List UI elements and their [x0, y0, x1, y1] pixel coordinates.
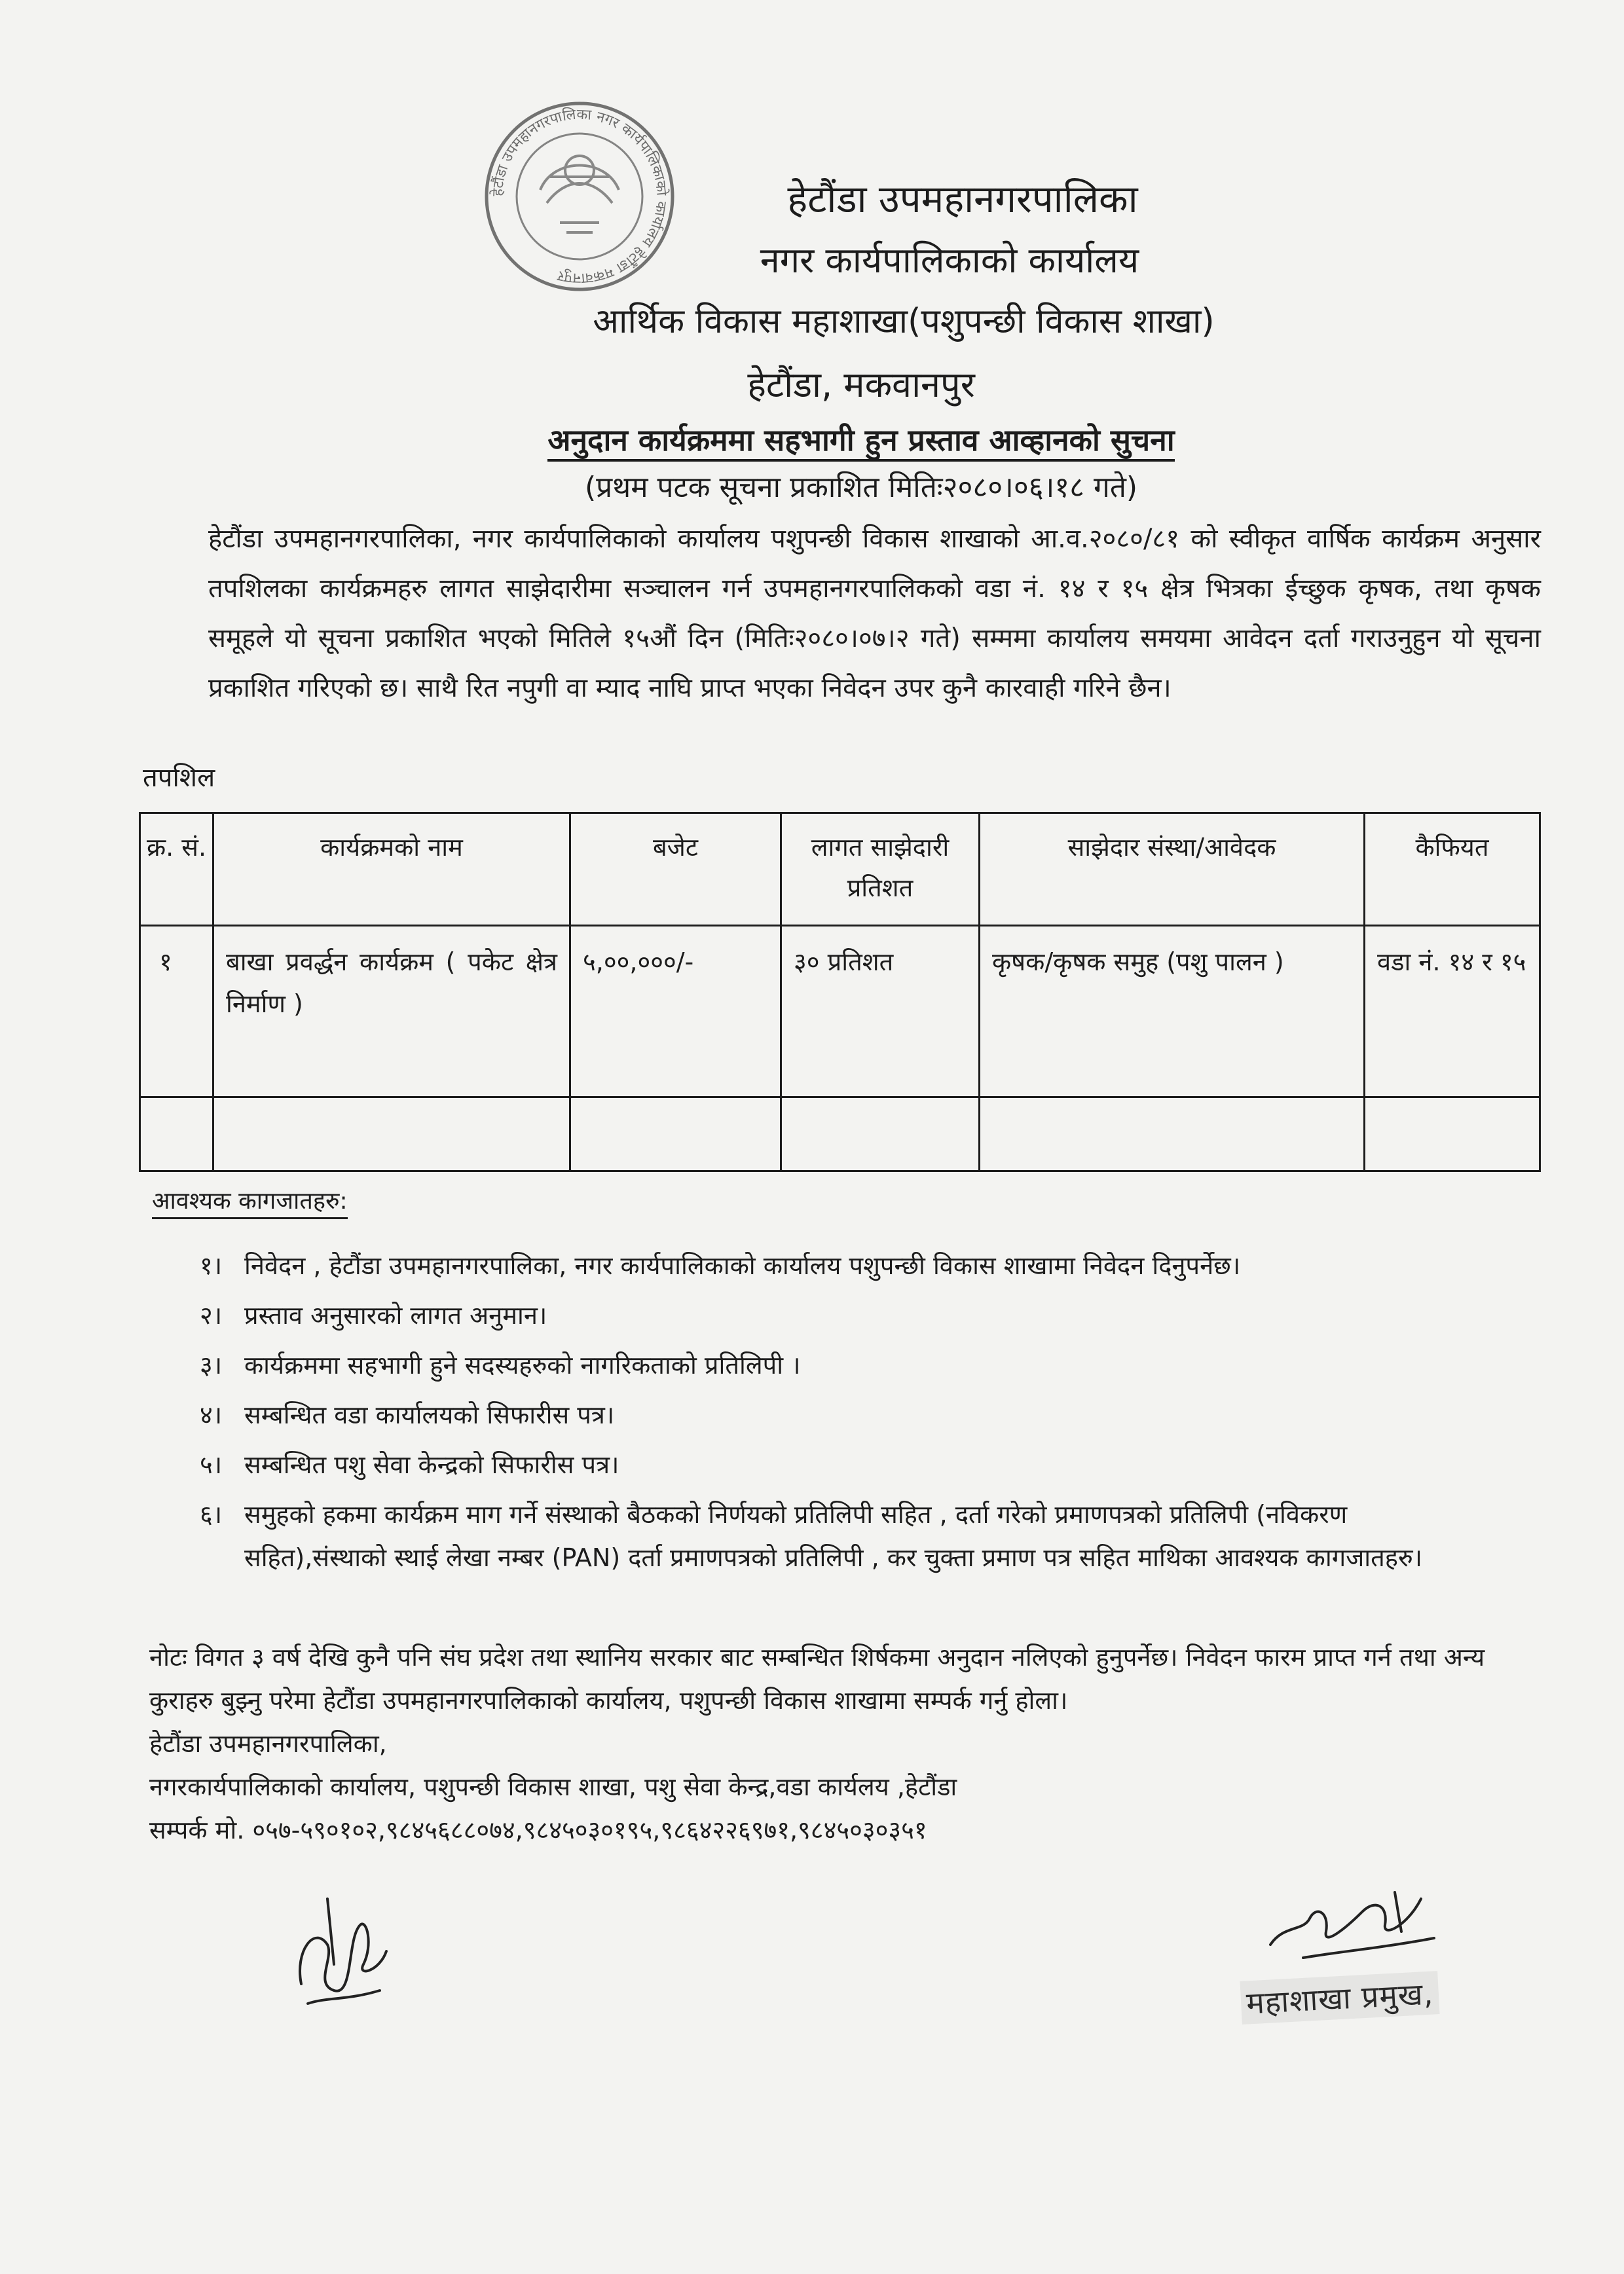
cell-remarks: वडा नं. १४ र १५ [1365, 926, 1540, 1097]
contact-numbers: सम्पर्क मो. ०५७-५९०१०२,९८४५६८८०७४,९८४५०३०१९५,९८६४२२६९७१,९८४५०३०३५१ [149, 1816, 927, 1844]
list-item-number: ४। [200, 1401, 223, 1429]
schedule-label: तपशिल [143, 763, 215, 793]
table-row [140, 926, 1540, 1097]
col-header-sn: क्र. सं. [140, 813, 213, 926]
col-header-remarks: कैफियत [1365, 813, 1540, 926]
division-chief-stamp: महाशाखा प्रमुख, [1240, 1971, 1439, 2025]
note-section [149, 1636, 1531, 1852]
list-item [200, 1294, 1483, 1337]
list-item-number: १। [200, 1251, 223, 1280]
location: हेटौंडा, मकवानपुर [747, 364, 975, 405]
list-item-number: २। [200, 1301, 223, 1330]
cell-program: बाखा प्रवर्द्धन कार्यक्रम ( पकेट क्षेत्र निर्माण ) [213, 926, 570, 1097]
col-header-partner: साझेदार संस्था/आवेदक [980, 813, 1365, 926]
col-header-budget: बजेट [570, 813, 781, 926]
notice-title [0, 419, 1624, 460]
division-name: आर्थिक विकास महाशाखा(पशुपन्छी विकास शाखा) [593, 302, 1215, 341]
list-item-text: समुहको हकमा कार्यक्रम माग गर्ने संस्थाको बैठकको निर्णयको प्रतिलिपी सहित , दर्ता गरेको प्रमाणपत्रको प्रतिलिपी (नविकरण सहित),संस्थाको स्थाई लेखा नम्बर (PAN) दर्ता प्रमाणपत्रको प्रतिलिपी , कर चुक्ता प्रमाण पत्र सहित माथिका आवश्यक कागजातहरु। [244, 1500, 1423, 1572]
list-item-text: प्रस्ताव अनुसारको लागत अनुमान। [244, 1301, 547, 1330]
list-item-text: सम्बन्धित पशु सेवा केन्द्रको सिफारीस पत्र। [244, 1450, 619, 1479]
notice-title-text: अनुदान कार्यक्रममा सहभागी हुन प्रस्ताव आव्हानको सुचना [547, 422, 1174, 462]
list-item [200, 1344, 1483, 1387]
notice-body [162, 514, 1541, 713]
org-line-1: हेटौंडा उपमहानगरपालिका, [149, 1729, 387, 1758]
col-header-program: कार्यक्रमको नाम [213, 813, 570, 926]
cell-budget: ५,००,०००/- [570, 926, 781, 1097]
list-item-number: ५। [200, 1450, 223, 1479]
org-line-2: नगरकार्यपालिकाको कार्यालय, पशुपन्छी विकास शाखा, पशु सेवा केन्द्र,वडा कार्यलय ,हेटौंडा [149, 1772, 957, 1801]
cell-sn: १ [140, 926, 213, 1097]
office-name: नगर कार्यपालिकाको कार्यालय [760, 240, 1139, 281]
municipality-name: हेटौंडा उपमहानगरपालिका [787, 177, 1138, 221]
notice-paragraph: हेटौंडा उपमहानगरपालिका, नगर कार्यपालिकाको कार्यालय पशुपन्छी विकास शाखाको आ.व.२०८०/८१ को स्वीकृत वार्षिक कार्यक्रम अनुसार तपशिलका कार्यक्रमहरु लागत साझेदारीमा सञ्चालन गर्न उपमहानगरपालिकको वडा नं. १४ र १५ क्षेत्र भित्रका ईच्छुक कृषक, तथा कृषक समूहले यो सूचना प्रकाशित भएको मितिले १५औं दिन (मितिः२०८०।०७।२ गते) सम्ममा कार्यालय समयमा आवेदन दर्ता गराउनुहुन यो सूचना प्रकाशित गरिएको छ। साथै रित नपुगी वा म्याद नाघि प्राप्त भएका निवेदन उपर कुनै कारवाही गरिने छैन। [208, 524, 1541, 703]
empty-cell [980, 1097, 1365, 1171]
publication-date: (प्रथम पटक सूचना प्रकाशित मितिः२०८०।०६।१८ गते) [584, 471, 1138, 504]
list-item [200, 1244, 1483, 1287]
seal-ring-text: हेटौंडा उपमहानगरपालिका नगर कार्यपालिकाको कार्यालय हेटौंडा मकवानपुर [489, 106, 670, 287]
col-header-share: लागत साझेदारी प्रतिशत [781, 813, 980, 926]
table-row-empty [140, 1097, 1540, 1171]
list-item-number: ६। [200, 1500, 223, 1529]
list-item-text: निवेदन , हेटौंडा उपमहानगरपालिका, नगर कार्यपालिकाको कार्यालय पशुपन्छी विकास शाखामा निवेदन दिनुपर्नेछ। [244, 1251, 1241, 1280]
cell-share: ३० प्रतिशत [781, 926, 980, 1097]
documents-list [200, 1244, 1483, 1586]
list-item [200, 1493, 1483, 1579]
empty-cell [781, 1097, 980, 1171]
documents-heading: आवश्यक कागजातहरु: [152, 1184, 348, 1219]
signature-left-icon [288, 1886, 406, 2017]
signature-right-icon [1264, 1886, 1447, 1971]
empty-cell [570, 1097, 781, 1171]
empty-cell [213, 1097, 570, 1171]
table-header-row [140, 813, 1540, 926]
empty-cell [1365, 1097, 1540, 1171]
program-table [139, 812, 1541, 1172]
list-item [200, 1443, 1483, 1486]
cell-partner: कृषक/कृषक समुह (पशु पालन ) [980, 926, 1365, 1097]
empty-cell [140, 1097, 213, 1171]
list-item [200, 1393, 1483, 1437]
list-item-text: सम्बन्धित वडा कार्यालयको सिफारीस पत्र। [244, 1401, 615, 1429]
note-text: नोटः विगत ३ वर्ष देखि कुनै पनि संघ प्रदेश तथा स्थानिय सरकार बाट सम्बन्धित शिर्षकमा अनुदान नलिएको हुनुपर्नेछ। निवेदन फारम प्राप्त गर्न तथा अन्य कुराहरु बुझ्नु परेमा हेटौंडा उपमहानगरपालिकाको कार्यालय, पशुपन्छी विकास शाखामा सम्पर्क गर्नु होला। [149, 1643, 1485, 1715]
list-item-number: ३। [200, 1351, 223, 1380]
list-item-text: कार्यक्रममा सहभागी हुने सदस्यहरुको नागरिकताको प्रतिलिपी । [244, 1351, 801, 1380]
